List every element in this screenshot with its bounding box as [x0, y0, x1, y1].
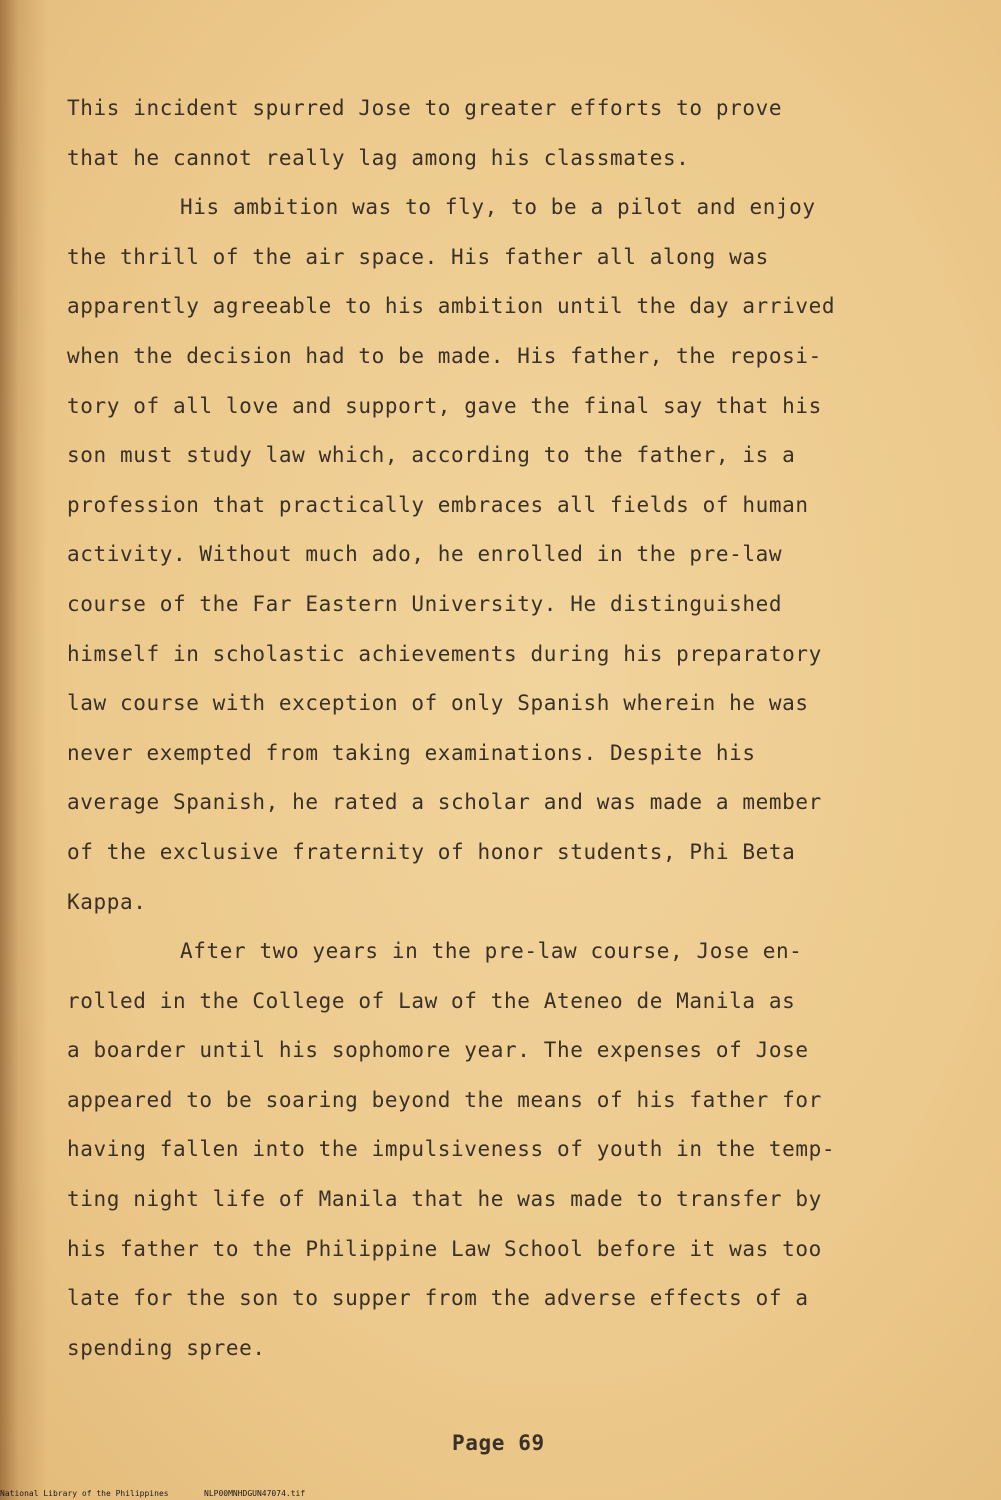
text-line: Kappa.: [67, 889, 147, 914]
paragraph: [67, 927, 967, 1373]
text-line: tory of all love and support, gave the final say that his: [67, 393, 822, 418]
text-line: of the exclusive fraternity of honor students, Phi Beta: [67, 839, 796, 864]
text-line: course of the Far Eastern University. He distinguished: [67, 591, 783, 616]
paragraph: [67, 183, 967, 927]
page-number: Page 69: [452, 1431, 545, 1455]
text-line: late for the son to supper from the adverse effects of a: [67, 1286, 809, 1311]
text-line: the thrill of the air space. His father all along was: [67, 244, 769, 269]
text-line: never exempted from taking examinations. Despite his: [67, 740, 756, 765]
text-line: law course with exception of only Spanish wherein he was: [67, 691, 809, 716]
text-line: having fallen into the impulsiveness of youth in the temp-: [67, 1137, 836, 1162]
text-line: apparently agreeable to his ambition until the day arrived: [67, 294, 836, 319]
text-line: profession that practically embraces all fields of human: [67, 492, 809, 517]
text-line: activity. Without much ado, he enrolled in the pre-law: [67, 542, 783, 567]
footer-library-name: National Library of the Philippines: [0, 1489, 169, 1498]
text-line: spending spree.: [67, 1335, 266, 1360]
text-line: a boarder until his sophomore year. The expenses of Jose: [67, 1038, 809, 1063]
text-line: average Spanish, he rated a scholar and was made a member: [67, 790, 822, 815]
text-line: that he cannot really lag among his classmates.: [67, 145, 690, 170]
text-line: appeared to be soaring beyond the means of his father for: [67, 1087, 822, 1112]
footer-file-name: NLP00MNHDGUN47074.tif: [204, 1489, 306, 1498]
text-line: His ambition was to fly, to be a pilot and enjoy: [180, 195, 816, 220]
text-line: This incident spurred Jose to greater efforts to prove: [67, 96, 783, 120]
typed-body-text: [67, 84, 967, 1373]
text-line: rolled in the College of Law of the Ateneo de Manila as: [67, 988, 796, 1013]
text-line: himself in scholastic achievements during his preparatory: [67, 641, 822, 666]
text-line: ting night life of Manila that he was made to transfer by: [67, 1187, 822, 1212]
text-line: his father to the Philippine Law School before it was too: [67, 1236, 822, 1261]
text-line: son must study law which, according to the father, is a: [67, 443, 796, 468]
paragraph: [67, 84, 967, 183]
text-line: After two years in the pre-law course, Jose en-: [180, 939, 803, 964]
scan-footer: [0, 1488, 1001, 1500]
text-line: when the decision had to be made. His father, the reposi-: [67, 343, 822, 368]
